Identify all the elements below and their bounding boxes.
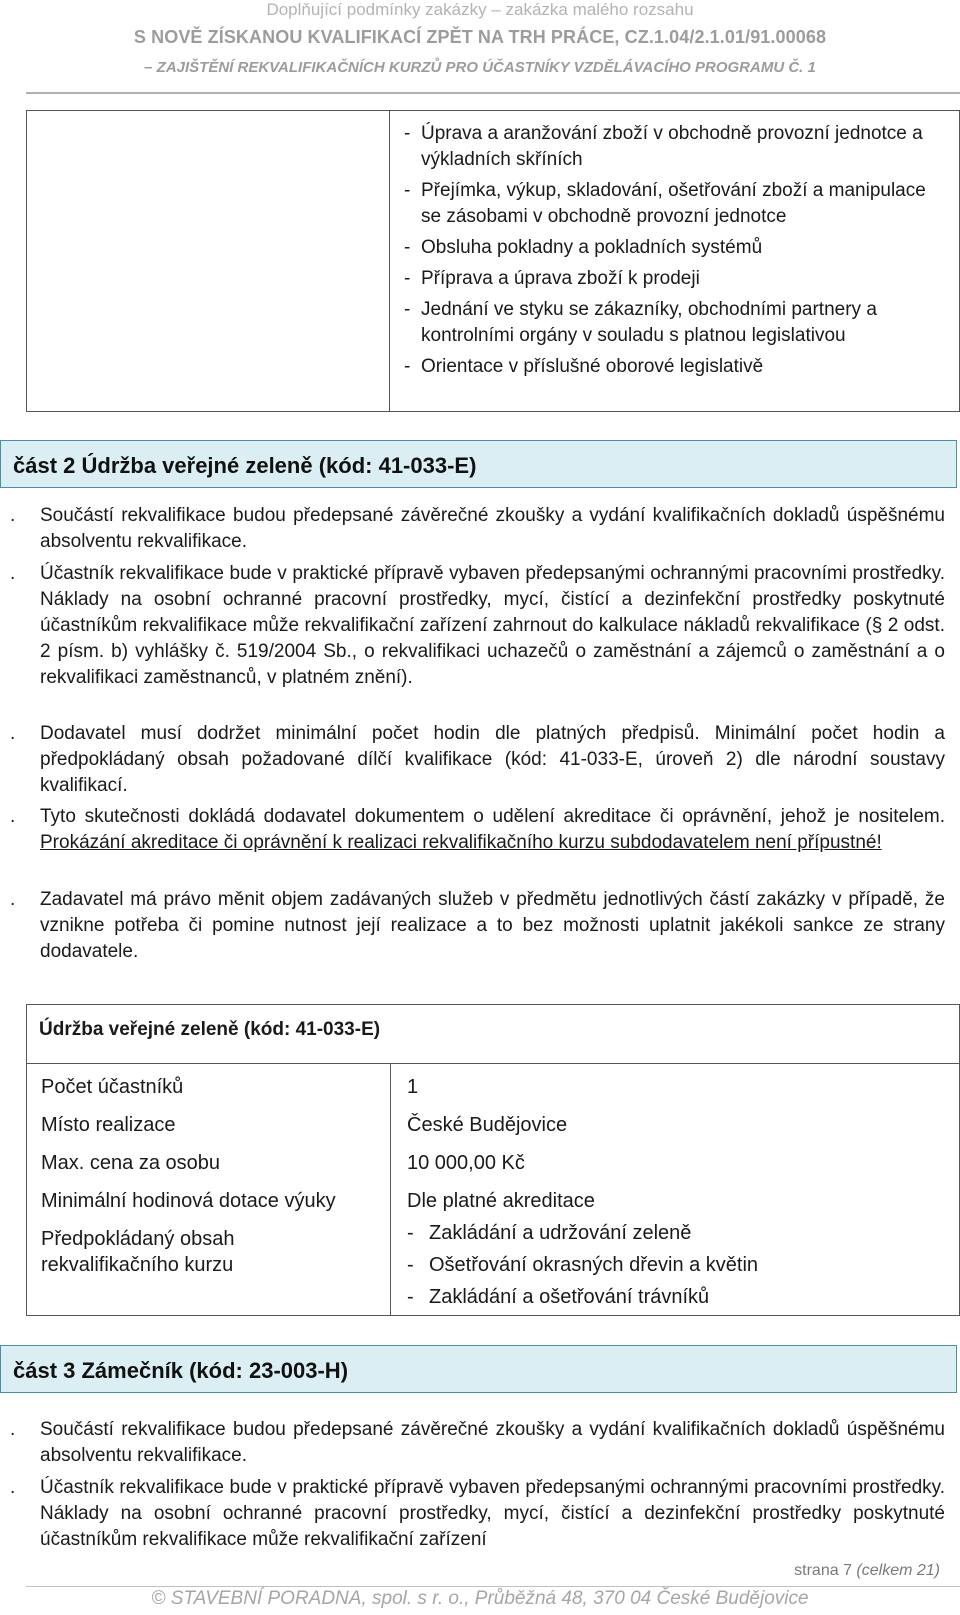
paragraph-text: Součástí rekvalifikace budou předepsané závěrečné zkoušky a vydání kvalifikačních dokladů úspěšnému absolventu rekvalifikace. (40, 1419, 945, 1466)
paragraph (10, 1417, 945, 1469)
bullet-dot: . (10, 505, 16, 526)
list-item: - Ošetřování okrasných dřevin a květin (407, 1252, 758, 1278)
section-title: část 3 Zámečník (kód: 23-003-H) (13, 1358, 349, 1383)
paragraph-text: Účastník rekvalifikace bude v praktické přípravě vybaven předepsanými ochrannými pracovními prostředky. Náklady na osobní ochranné pracovní prostředky, mycí, čistící a dezinfekční prostředky poskytnuté účastníkům rekvalifikace může rekvalifikační zařízení (40, 1477, 945, 1550)
paragraph-text: Dodavatel musí dodržet minimální počet hodin dle platných předpisů. Minimální počet hodin a předpokládaný obsah požadované dílčí kvalifikace (kód: 41-033-E, úroveň 2) dle národní soustavy kvalifikací. (40, 723, 945, 796)
course-summary-table (26, 1004, 960, 1316)
paragraph-text: Zadavatel má právo měnit objem zadávaných služeb v předmětu jednotlivých částí zakázky v případě, že vznikne potřeba či pomine nutnost její realizace a to bez možnosti uplatnit jakékoli sankce ze strany dodavatele. (40, 889, 945, 962)
bullet-dot: . (10, 1477, 16, 1498)
footer-address: © STAVEBNÍ PORADNA, spol. s r. o., Průběžná 48, 370 04 České Budějovice (151, 1588, 809, 1609)
bullet-dot: . (10, 889, 16, 910)
bullet-dot: . (10, 806, 16, 827)
header-divider (26, 92, 960, 94)
list-item: - Úprava a aranžování zboží v obchodně provozní jednotce a výkladních skříních (401, 121, 951, 173)
project-name: S NOVĚ ZÍSKANOU KVALIFIKACÍ ZPĚT NA TRH PRÁCE, CZ.1.04/2.1.01/91.00068 (133, 27, 827, 47)
document-header-title: Doplňující podmínky zakázky – zakázka malého rozsahu (266, 0, 694, 19)
bullet-dot: . (10, 563, 16, 584)
list-item: - Zakládání a ošetřování trávníků (407, 1284, 758, 1310)
table-column-divider (389, 111, 390, 411)
section-heading-part3 (0, 1345, 957, 1393)
row-label-max-price: Max. cena za osobu (41, 1152, 220, 1174)
bullet-dot: . (10, 1419, 16, 1440)
bullet-dot: . (10, 723, 16, 744)
list-item: - Zakládání a udržování zeleně (407, 1220, 758, 1246)
content-table-part1 (26, 110, 960, 412)
table-divider (27, 1063, 959, 1064)
row-label-location: Místo realizace (41, 1114, 176, 1136)
row-value-location: České Budějovice (407, 1114, 568, 1136)
row-label-participants: Počet účastníků (41, 1076, 184, 1098)
underlined-notice: Prokázání akreditace či oprávnění k realizaci rekvalifikačního kurzu subdodavatelem není přípustné! (40, 832, 882, 853)
page-number (794, 1562, 940, 1580)
paragraph (10, 804, 945, 856)
row-label-content-line1: Předpokládaný obsah (41, 1228, 235, 1250)
footer-divider (26, 1586, 960, 1587)
paragraph (10, 503, 945, 555)
page-total: (celkem 21) (856, 1562, 940, 1579)
paragraph (10, 887, 945, 965)
paragraph (10, 561, 945, 691)
table-column-divider (390, 1063, 391, 1315)
row-label-content (41, 1226, 234, 1278)
table-title: Údržba veřejné zeleně (kód: 41-033-E) (39, 1019, 381, 1040)
row-value-min-hours: Dle platné akreditace (407, 1190, 595, 1212)
row-label-min-hours: Minimální hodinová dotace výuky (41, 1190, 336, 1212)
row-label-content-line2: rekvalifikačního kurzu (41, 1254, 234, 1276)
paragraph-text-plain: Tyto skutečnosti dokládá dodavatel dokumentem o udělení akreditace či oprávnění, jehož je nositelem. (40, 806, 945, 827)
row-value-max-price: 10 000,00 Kč (407, 1152, 525, 1174)
list-item: - Jednání ve styku se zákazníky, obchodními partnery a kontrolními orgány v souladu s platnou legislativou (401, 297, 951, 349)
paragraph-text: Účastník rekvalifikace bude v praktické přípravě vybaven předepsanými ochrannými pracovními prostředky. Náklady na osobní ochranné pracovní prostředky, mycí, čistící a dezinfekční prostředky poskytnuté účastníkům rekvalifikace může rekvalifikační zařízení zahrnout do kalkulace nákladů rekvalifikace (§ 2 odst. 2 písm. b) vyhlášky č. 519/2004 Sb., o rekvalifikaci uchazečů o zaměstnání a zájemců o zaměstnání a o rekvalifikaci zaměstnanců, v platném znění). (40, 563, 945, 688)
list-item: - Přejímka, výkup, skladování, ošetřování zboží a manipulace se zásobami v obchodně provozní jednotce (401, 178, 951, 230)
list-item: - Příprava a úprava zboží k prodeji (401, 266, 951, 292)
section-heading-part2 (0, 440, 957, 488)
paragraph-text (40, 804, 945, 856)
row-value-participants: 1 (407, 1076, 419, 1098)
section-title: část 2 Údržba veřejné zeleně (kód: 41-033-E) (13, 453, 477, 478)
list-item: - Orientace v příslušné oborové legislativě (401, 354, 951, 380)
course-content-list (407, 1220, 758, 1316)
list-item: - Obsluha pokladny a pokladních systémů (401, 235, 951, 261)
course-content-list (401, 121, 951, 385)
paragraph-text: Součástí rekvalifikace budou předepsané závěrečné zkoušky a vydání kvalifikačních dokladů úspěšnému absolventu rekvalifikace. (40, 505, 945, 552)
paragraph (10, 721, 945, 799)
paragraph (10, 1475, 945, 1553)
project-subtitle: – ZAJIŠTĚNÍ REKVALIFIKAČNÍCH KURZŮ PRO ÚČASTNÍKY VZDĚLÁVACÍHO PROGRAMU Č. 1 (144, 59, 816, 76)
page-current: strana 7 (794, 1562, 852, 1579)
